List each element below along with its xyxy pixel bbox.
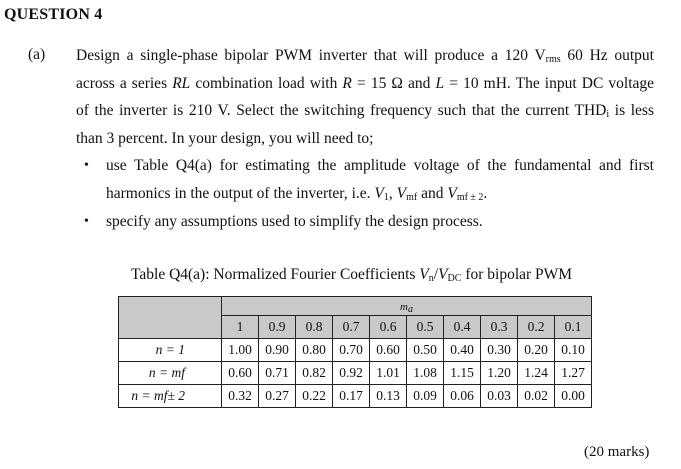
table-cell: 1.00	[222, 339, 259, 362]
row-label: n = 1	[119, 339, 222, 362]
paragraph-line-2: across a series RL combination load with R = 15 Ω and L = 10 mH. The input DC voltage	[76, 74, 655, 92]
table-cell: 0.71	[259, 362, 296, 385]
table-cell: 0.02	[518, 385, 555, 408]
bullet-1-line-1: use Table Q4(a) for estimating the amplitude voltage of the fundamental and first	[106, 157, 654, 174]
table-cell: 0.13	[370, 385, 407, 408]
question-paragraph	[76, 46, 654, 156]
table-cell: 0.60	[370, 339, 407, 362]
ma-value-header: 0.2	[518, 316, 555, 339]
ma-value-header: 0.9	[259, 316, 296, 339]
table-cell: 0.00	[555, 385, 592, 408]
bullet-item-table	[84, 156, 654, 212]
paragraph-line-4: than 3 percent. In your design, you will need to;	[76, 129, 374, 147]
table-cell: 0.09	[407, 385, 444, 408]
bullet-1-line-2: harmonics in the output of the inverter, i.e. $V_1$, $V_{mf}$ and $V_{mf \pm 2}$.	[106, 185, 488, 203]
table-cell: 0.06	[444, 385, 481, 408]
table-caption: Table Q4(a): Normalized Fourier Coefficients $V_n/V_{DC}$ for bipolar PWM	[131, 266, 573, 284]
table-cell: 0.30	[481, 339, 518, 362]
row-label: n = mf	[119, 362, 222, 385]
table-cell: 0.17	[333, 385, 370, 408]
ma-value-header: 0.6	[370, 316, 407, 339]
table-cell: 0.70	[333, 339, 370, 362]
table-cell: 0.90	[259, 339, 296, 362]
table-cell: 0.80	[296, 339, 333, 362]
ma-value-header: 0.8	[296, 316, 333, 339]
ma-value-header: 0.1	[555, 316, 592, 339]
table-cell: 1.15	[444, 362, 481, 385]
table-row	[119, 339, 592, 362]
table-cell: 1.08	[407, 362, 444, 385]
ma-label-cell: $m_a$	[222, 297, 592, 316]
table-cell: 1.20	[481, 362, 518, 385]
table-cell: 0.82	[296, 362, 333, 385]
table-header-ma-row	[119, 297, 592, 316]
bullet-dot-icon: •	[84, 214, 89, 229]
table-cell: 0.50	[407, 339, 444, 362]
table-row	[119, 362, 592, 385]
table-cell: 1.01	[370, 362, 407, 385]
ma-value-header: 1	[222, 316, 259, 339]
table-cell: 0.32	[222, 385, 259, 408]
fourier-coefficients-table	[118, 296, 592, 408]
ma-value-header: 0.4	[444, 316, 481, 339]
table-cell: 1.27	[555, 362, 592, 385]
table-cell: 0.27	[259, 385, 296, 408]
ma-value-header: 0.3	[481, 316, 518, 339]
table-cell: 0.60	[222, 362, 259, 385]
ma-value-header: 0.5	[407, 316, 444, 339]
ma-value-header: 0.7	[333, 316, 370, 339]
paragraph-line-3: of the inverter is 210 V. Select the switching frequency such that the current $THD_i$ is less	[76, 102, 654, 121]
bullet-2-line-1: specify any assumptions used to simplify the design process.	[106, 213, 483, 230]
table-corner-cell	[119, 297, 222, 339]
table-row	[119, 385, 592, 408]
table-cell: 0.20	[518, 339, 555, 362]
bullet-item-assumptions	[84, 212, 654, 240]
table-cell: 0.10	[555, 339, 592, 362]
bullet-list	[84, 156, 654, 240]
part-label: (a)	[28, 46, 46, 63]
question-title: QUESTION 4	[4, 6, 103, 23]
table-cell: 1.24	[518, 362, 555, 385]
table-cell: 0.92	[333, 362, 370, 385]
marks-label: (20 marks)	[584, 444, 650, 460]
row-label: n = mf± 2	[119, 385, 222, 408]
table-cell: 0.22	[296, 385, 333, 408]
table-cell: 0.03	[481, 385, 518, 408]
paragraph-line-1: Design a single-phase bipolar PWM inverter that will produce a 120 $V_{rms}$ 60 Hz output	[76, 47, 654, 65]
table-cell: 0.40	[444, 339, 481, 362]
bullet-dot-icon: •	[84, 158, 89, 173]
